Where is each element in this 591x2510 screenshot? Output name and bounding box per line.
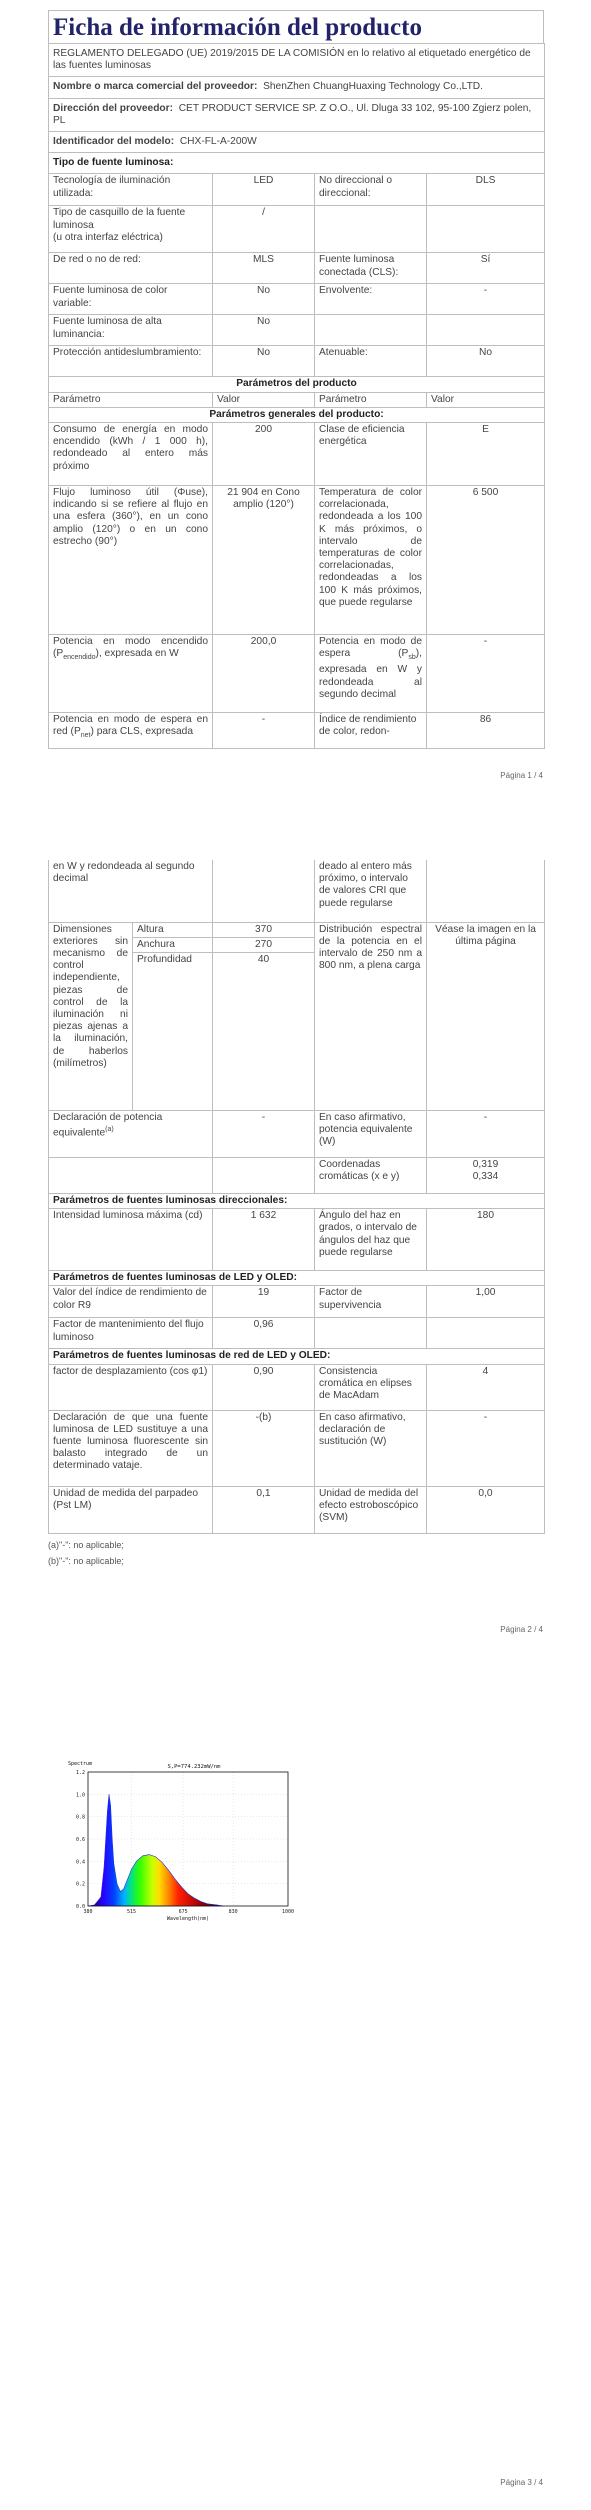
row-value: No [213, 346, 315, 377]
row-value: - [427, 1110, 545, 1157]
page-number: Página 2 / 4 [500, 1625, 543, 1634]
x-axis-label: Wavelength(nm) [166, 1916, 210, 1922]
page-number: Página 3 / 4 [500, 2478, 543, 2487]
row-label: Flujo luminoso útil (Φuse), indicando si se refiere al flujo en una esfera (360°), en un cono amplio (120°) o en un cono estrecho (90°) [49, 486, 213, 635]
row-label: Potencia en modo encendido $(P_{encendido})$, expresada en W [49, 635, 213, 713]
row-value: DLS [427, 174, 545, 206]
row-label: Factor de supervivencia [315, 1286, 427, 1318]
row-label: Potencia en modo de espera $(P_{sb})$, expresada en W y redondeada al segundo decimal [315, 635, 427, 713]
row-label: Consistencia cromática en elipses de MacAdam [315, 1364, 427, 1410]
row-value: - [213, 713, 315, 749]
row-label: Clase de eficiencia energética [315, 423, 427, 486]
row-label: deado al entero más próximo, o intervalo de valores CRI que puede regularse [315, 860, 427, 922]
row-value: - [213, 1110, 315, 1157]
chart-title: S,P=774.232mW/nm [167, 1764, 221, 1770]
table-row [49, 1364, 545, 1410]
row-value: No [213, 315, 315, 346]
supplier-value: ShenZhen ChuangHuaxing Technology Co.,LTD. [263, 81, 483, 93]
row-value: 0,90 [213, 1364, 315, 1410]
row-value: 21 904 en Cono amplio (120°) [213, 486, 315, 635]
model-row [49, 132, 545, 153]
dim-name: Altura [133, 922, 213, 937]
column-header-row [49, 392, 545, 407]
table-row [49, 284, 545, 315]
row-label: Declaración de potencia equivalente$^{(a)}$ [49, 1110, 213, 1157]
row-value: 0,319 0,334 [427, 1157, 545, 1193]
row-label: Fuente luminosa de color variable: [49, 284, 213, 315]
table-row [49, 1318, 545, 1349]
dim-name: Profundidad [133, 952, 213, 1110]
x-tick-label: 515 [127, 1909, 137, 1915]
spectral-value: Véase la imagen en la última página [427, 922, 545, 1110]
y-tick-label: 0.0 [75, 1904, 85, 1910]
dim-value: 370 [213, 922, 315, 937]
supplier-row [49, 77, 545, 98]
x-tick-label: 1000 [281, 1909, 295, 1915]
row-value: 1,00 [427, 1286, 545, 1318]
row-label [315, 206, 427, 253]
page-2 [48, 860, 544, 1569]
row-label: Intensidad luminosa máxima (cd) [49, 1209, 213, 1271]
row-value: 19 [213, 1286, 315, 1318]
y-tick-label: 0.2 [75, 1881, 85, 1888]
table-row [49, 346, 545, 377]
row-value: 0,0 [427, 1486, 545, 1533]
row-label: Índice de rendimiento de color, redon- [315, 713, 427, 749]
table-row [49, 206, 545, 253]
row-label: Valor del índice de rendimiento de color R9 [49, 1286, 213, 1318]
regulation-text: REGLAMENTO DELEGADO (UE) 2019/2015 DE LA COMISIÓN en lo relativo al etiquetado energético de las fuentes luminosas [49, 44, 545, 77]
row-label: No direccional o direccional: [315, 174, 427, 206]
row-value: 1 632 [213, 1209, 315, 1271]
dim-value: 40 [213, 952, 315, 1110]
spectral-label: Distribución espectral de la potencia en el intervalo de 250 nm a 800 nm, a plena carga [315, 922, 427, 1110]
row-label: Tipo de casquillo de la fuente luminosa (u otra interfaz eléctrica) [49, 206, 213, 253]
address-row [49, 98, 545, 131]
row-value [427, 206, 545, 253]
table-row [49, 1410, 545, 1486]
table-row [49, 635, 545, 713]
row-value: / [213, 206, 315, 253]
table-row [49, 922, 545, 937]
mains-title: Parámetros de fuentes luminosas de red de LED y OLED: [49, 1349, 545, 1364]
row-label: Unidad de medida del parpadeo (Pst LM) [49, 1486, 213, 1533]
page-1 [48, 10, 544, 749]
row-value: LED [213, 174, 315, 206]
row-label: Coordenadas cromáticas (x e y) [315, 1157, 427, 1193]
y-tick-label: 1.2 [75, 1770, 85, 1776]
source-type-heading: Tipo de fuente luminosa: [49, 153, 545, 174]
page-number: Página 1 / 4 [500, 771, 543, 780]
row-label: Potencia en modo de espera en red $(P_{net})$ para CLS, expresada [49, 713, 213, 749]
y-tick-label: 1.0 [75, 1792, 85, 1799]
row-value: Sí [427, 253, 545, 284]
table-row [49, 486, 545, 635]
row-value: 180 [427, 1209, 545, 1271]
row-label: Fuente luminosa conectada (CLS): [315, 253, 427, 284]
row-value: 0,96 [213, 1318, 315, 1349]
dimensions-label: Dimensiones exteriores sin mecanismo de control independiente, piezas de control de la iluminación ni piezas ajenas a la iluminación, de haberlos (milímetros) [49, 922, 133, 1110]
y-tick-label: 0.8 [75, 1814, 85, 1821]
x-tick-label: 380 [83, 1909, 93, 1915]
row-value: 200,0 [213, 635, 315, 713]
row-label [315, 315, 427, 346]
row-label: en W y redondeada al segundo decimal [49, 860, 213, 922]
table-row [49, 1209, 545, 1271]
row-label: Unidad de medida del efecto estroboscópico (SVM) [315, 1486, 427, 1533]
row-label: Temperatura de color correlacionada, redondeada a los 100 K más próximos, o intervalo de temperaturas de color correlacionadas, redondeadas a los 100 K más próximos, que puede regularse [315, 486, 427, 635]
spectrum-chart-svg [66, 1758, 296, 1924]
row-value: MLS [213, 253, 315, 284]
params-title: Parámetros del producto [49, 377, 545, 392]
table-row [49, 174, 545, 206]
table-row [49, 315, 545, 346]
row-label: Tecnología de iluminación utilizada: [49, 174, 213, 206]
table-row [49, 713, 545, 749]
table-row [49, 1486, 545, 1533]
product-info-table [48, 43, 545, 749]
table-row [49, 1157, 545, 1193]
col-header-value: Valor [213, 392, 315, 407]
row-label: Atenuable: [315, 346, 427, 377]
row-value: No [213, 284, 315, 315]
row-value: No [427, 346, 545, 377]
col-header-param: Parámetro [315, 392, 427, 407]
row-value: -(b) [213, 1410, 315, 1486]
row-value: 86 [427, 713, 545, 749]
address-label: Dirección del proveedor: [53, 102, 174, 114]
x-tick-label: 830 [228, 1909, 238, 1915]
row-label: Factor de mantenimiento del flujo luminoso [49, 1318, 213, 1349]
general-params-title: Parámetros generales del producto: [49, 407, 545, 422]
model-label: Identificador del modelo: [53, 136, 175, 148]
row-label: factor de desplazamiento (cos φ1) [49, 1364, 213, 1410]
col-header-value: Valor [427, 392, 545, 407]
row-value: - [427, 635, 545, 713]
row-value: 4 [427, 1364, 545, 1410]
footnote-b: (b)"-": no aplicable; [48, 1555, 124, 1566]
y-tick-label: 0.4 [75, 1859, 85, 1866]
row-label: En caso afirmativo, potencia equivalente (W) [315, 1110, 427, 1157]
model-value: CHX-FL-A-200W [179, 136, 257, 148]
footnote-a: (a)"-": no aplicable; [48, 1539, 124, 1550]
table-row [49, 860, 545, 922]
row-label: Consumo de energía en modo encendido (kWh / 1 000 h), redondeado al entero más próximo [49, 423, 213, 486]
row-label: Ángulo del haz en grados, o intervalo de ángulos del haz que puede regularse [315, 1209, 427, 1271]
y-axis-label: Spectrum [68, 1761, 93, 1767]
col-header-param: Parámetro [49, 392, 213, 407]
y-tick-label: 0.6 [75, 1837, 85, 1843]
row-value: 200 [213, 423, 315, 486]
row-label: En caso afirmativo, declaración de sustitución (W) [315, 1410, 427, 1486]
row-label: Declaración de que una fuente luminosa de LED sustituye a una fuente luminosa fluorescente sin balasto integrado de un determinado vataje. [49, 1410, 213, 1486]
led-title: Parámetros de fuentes luminosas de LED y OLED: [49, 1271, 545, 1286]
address-value: CET PRODUCT SERVICE SP. Z O.O., Ul. Dluga 33 102, 95-100 Zgierz polen, PL [53, 102, 532, 126]
x-tick-label: 675 [178, 1909, 188, 1915]
row-value [427, 315, 545, 346]
row-label: De red o no de red: [49, 253, 213, 284]
directional-title: Parámetros de fuentes luminosas direccionales: [49, 1193, 545, 1208]
row-value: - [427, 1410, 545, 1486]
page-title: Ficha de información del producto [48, 10, 544, 43]
row-value: E [427, 423, 545, 486]
row-value: - [427, 284, 545, 315]
spectrum-series [88, 1794, 224, 1906]
row-label: Protección antideslumbramiento: [49, 346, 213, 377]
table-row [49, 1286, 545, 1318]
product-info-table-continued [48, 860, 545, 1534]
spectrum-chart [66, 1758, 296, 1924]
row-value: 0,1 [213, 1486, 315, 1533]
row-label: Fuente luminosa de alta luminancia: [49, 315, 213, 346]
supplier-label: Nombre o marca comercial del proveedor: [53, 81, 258, 93]
table-row [49, 253, 545, 284]
table-row [49, 423, 545, 486]
dim-value: 270 [213, 937, 315, 952]
table-row [49, 1110, 545, 1157]
dim-name: Anchura [133, 937, 213, 952]
row-value: 6 500 [427, 486, 545, 635]
row-label: Envolvente: [315, 284, 427, 315]
